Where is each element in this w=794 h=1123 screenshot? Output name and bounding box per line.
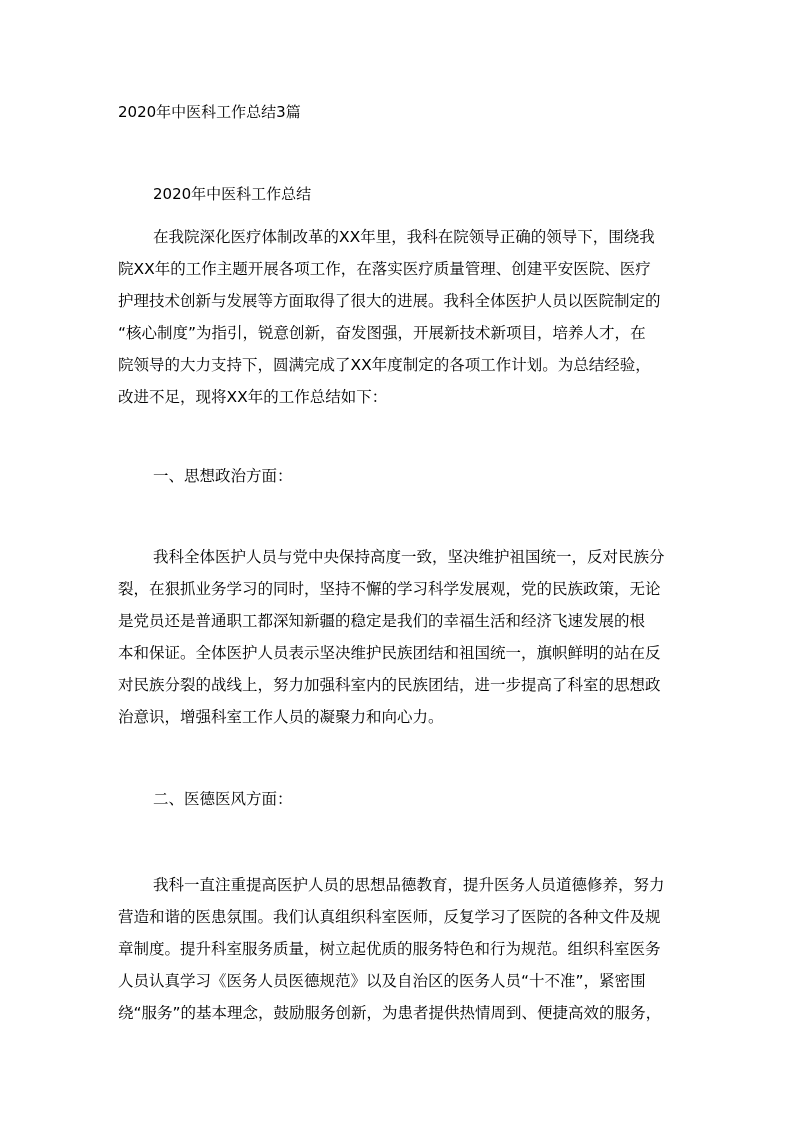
politics-paragraph — [118, 541, 678, 733]
paragraph-line: 治意识，增强科室工作人员的凝聚力和向心力。 — [118, 708, 444, 726]
heading-ethics: 二、医德医风方面： — [153, 790, 293, 808]
paragraph-line: 本和保证。全体医护人员表示坚决维护民族团结和祖国统一，旗帜鲜明的站在反 — [118, 644, 661, 662]
paragraph-line: 我科一直注重提高医护人员的思想品德教育，提升医务人员道德修养，努力 — [153, 876, 665, 894]
document-title: 2020年中医科工作总结3篇 — [118, 103, 301, 121]
paragraph-line: 我科全体医护人员与党中央保持高度一致，坚决维护祖国统一，反对民族分 — [153, 548, 665, 566]
paragraph-line: 改进不足，现将XX年的工作总结如下： — [118, 388, 388, 406]
paragraph-line: 是党员还是普通职工都深知新疆的稳定是我们的幸福生活和经济飞速发展的根 — [118, 612, 646, 630]
paragraph-line: 院XX年的工作主题开展各项工作，在落实医疗质量管理、创建平安医院、医疗 — [118, 260, 651, 278]
paragraph-line: 绕“服务”的基本理念，鼓励服务创新，为患者提供热情周到、便捷高效的服务， — [118, 1004, 662, 1022]
paragraph-line: 护理技术创新与发展等方面取得了很大的进展。我科全体医护人员以医院制定的 — [118, 292, 661, 310]
paragraph-line: 在我院深化医疗体制改革的XX年里，我科在院领导正确的领导下，围绕我 — [153, 228, 655, 246]
ethics-paragraph — [118, 869, 678, 1029]
intro-paragraph — [118, 221, 678, 413]
paragraph-line: 章制度。提升科室服务质量，树立起优质的服务特色和行为规范。组织科室医务 — [118, 940, 661, 958]
heading-politics: 一、思想政治方面： — [153, 467, 293, 485]
paragraph-line: 对民族分裂的战线上，努力加强科室内的民族团结，进一步提高了科室的思想政 — [118, 676, 661, 694]
paragraph-line: 营造和谐的医患氛围。我们认真组织科室医师，反复学习了医院的各种文件及规 — [118, 908, 661, 926]
paragraph-line: 裂，在狠抓业务学习的同时，坚持不懈的学习科学发展观，党的民族政策，无论 — [118, 580, 661, 598]
paragraph-line: 院领导的大力支持下，圆满完成了XX年度制定的各项工作计划。为总结经验， — [118, 356, 651, 374]
paragraph-line: “核心制度”为指引，锐意创新，奋发图强，开展新技术新项目，培养人才，在 — [118, 324, 646, 342]
section-title: 2020年中医科工作总结 — [153, 185, 312, 203]
paragraph-line: 人员认真学习《医务人员医德规范》以及自治区的医务人员“十不准”，紧密围 — [118, 972, 646, 990]
